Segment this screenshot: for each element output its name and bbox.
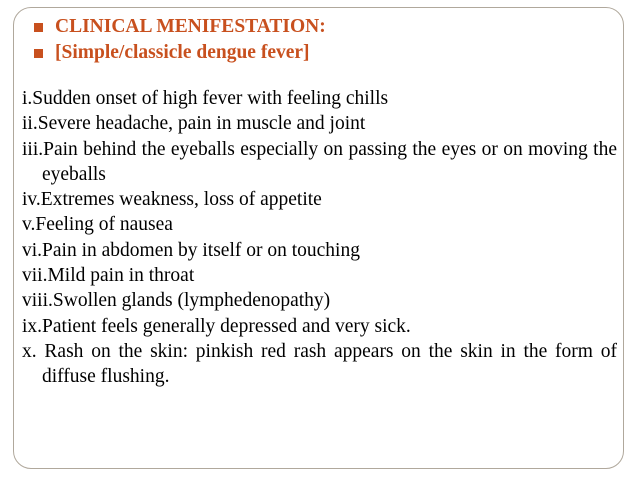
square-bullet-icon bbox=[34, 23, 43, 32]
symptom-text: Feeling of nausea bbox=[35, 214, 173, 236]
symptom-number: v. bbox=[22, 214, 36, 236]
symptom-list bbox=[22, 86, 617, 390]
symptom-item bbox=[22, 111, 617, 136]
symptom-item bbox=[22, 263, 617, 288]
symptom-number: vi. bbox=[22, 239, 43, 261]
symptom-item bbox=[22, 212, 617, 237]
heading-text: CLINICAL MENIFESTATION: bbox=[55, 16, 326, 37]
symptom-text: Rash on the skin: pinkish red rash appears on the skin in the form of diffuse flushing. bbox=[36, 340, 617, 388]
symptom-text: Extremes weakness, loss of appetite bbox=[40, 189, 322, 211]
symptom-item bbox=[22, 238, 617, 263]
symptom-text: Mild pain in throat bbox=[47, 265, 195, 287]
heading-bullets bbox=[34, 14, 326, 66]
symptom-item bbox=[22, 314, 617, 339]
symptom-number: i. bbox=[22, 88, 33, 109]
symptom-text: Severe headache, pain in muscle and joint bbox=[37, 113, 366, 135]
symptom-text: Sudden onset of high fever with feeling chills bbox=[32, 88, 389, 109]
symptom-number: vii. bbox=[22, 265, 48, 287]
symptom-item bbox=[22, 137, 617, 188]
symptom-number: ii. bbox=[22, 113, 38, 135]
symptom-item bbox=[22, 339, 617, 390]
symptom-text: Pain in abdomen by itself or on touching bbox=[42, 239, 360, 261]
symptom-number: viii. bbox=[22, 290, 53, 312]
symptom-item bbox=[22, 288, 617, 313]
symptom-text: Pain behind the eyeballs especially on passing the eyes or on moving the eyeballs bbox=[42, 138, 617, 185]
heading-bullet-dengue-type bbox=[34, 40, 326, 66]
symptom-item bbox=[22, 187, 617, 212]
heading-bullet-clinical-manifestation bbox=[34, 14, 326, 40]
symptom-text: Patient feels generally depressed and very sick. bbox=[42, 315, 411, 337]
symptom-number: iv. bbox=[22, 189, 41, 211]
square-bullet-icon bbox=[34, 49, 43, 58]
symptom-item bbox=[22, 86, 617, 111]
symptom-text: Swollen glands (lymphedenopathy) bbox=[52, 290, 331, 312]
symptom-number: iii. bbox=[22, 138, 44, 160]
symptom-number: ix. bbox=[22, 315, 43, 337]
symptom-number: x. bbox=[22, 340, 37, 362]
subheading-text: [Simple/classicle dengue fever] bbox=[55, 42, 310, 63]
